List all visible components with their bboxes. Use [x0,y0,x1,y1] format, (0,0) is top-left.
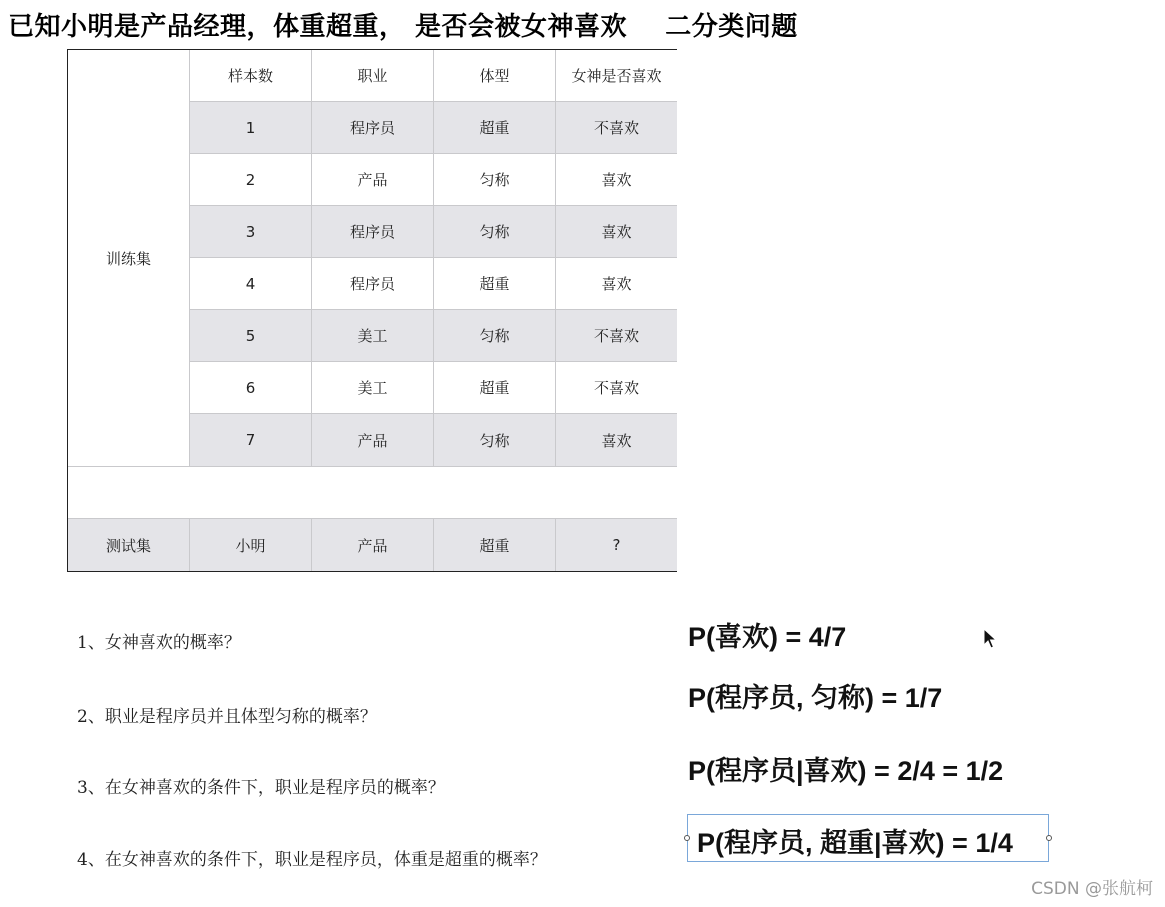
table-row-1-job: 程序员 [312,102,434,154]
watermark: CSDN @张航柯 [1031,879,1153,899]
table-row-6-liked: 不喜欢 [556,362,677,414]
table-row-1-liked: 不喜欢 [556,102,677,154]
table-row-5-liked: 不喜欢 [556,310,677,362]
answer-1: P(喜欢) = 4/7 [688,622,847,652]
table-row-2-liked: 喜欢 [556,154,677,206]
table-row-4-job: 程序员 [312,258,434,310]
table-row-7-sample: 7 [190,414,312,467]
test-set-label: 测试集 [68,519,190,571]
train-set-label: 训练集 [68,50,190,467]
resize-handle-right[interactable] [1046,835,1052,841]
table-row-3-sample: 3 [190,206,312,258]
data-table [67,49,677,572]
header-liked: 女神是否喜欢 [556,50,677,102]
table-row-5-job: 美工 [312,310,434,362]
table-row-3-body: 匀称 [434,206,556,258]
mouse-cursor-icon [983,628,997,654]
table-row-6-body: 超重 [434,362,556,414]
table-row-5-sample: 5 [190,310,312,362]
table-row-2-job: 产品 [312,154,434,206]
table-row-2-sample: 2 [190,154,312,206]
answer-3: P(程序员|喜欢) = 2/4 = 1/2 [688,756,1004,786]
table-row-3-liked: 喜欢 [556,206,677,258]
header-body: 体型 [434,50,556,102]
answer-4[interactable]: P(程序员, 超重|喜欢) = 1/4 [697,828,1013,858]
page-title: 已知小明是产品经理，体重超重， 是否会被女神喜欢 二分类问题 [8,12,798,42]
answer-2: P(程序员, 匀称) = 1/7 [688,683,943,713]
table-row-5-body: 匀称 [434,310,556,362]
question-1: 1、女神喜欢的概率？ [77,633,241,653]
table-row-7-body: 匀称 [434,414,556,467]
header-sample: 样本数 [190,50,312,102]
resize-handle-left[interactable] [684,835,690,841]
table-row-3-job: 程序员 [312,206,434,258]
table-row-4-sample: 4 [190,258,312,310]
table-row-6-job: 美工 [312,362,434,414]
question-4: 4、在女神喜欢的条件下，职业是程序员，体重是超重的概率？ [77,850,547,870]
table-row-2-body: 匀称 [434,154,556,206]
table-row-1-sample: 1 [190,102,312,154]
table-row-7-liked: 喜欢 [556,414,677,467]
test-row-body: 超重 [434,519,556,571]
test-row-job: 产品 [312,519,434,571]
table-row-6-sample: 6 [190,362,312,414]
table-row-4-body: 超重 [434,258,556,310]
test-row-liked: ? [556,519,677,571]
header-job: 职业 [312,50,434,102]
test-row-sample: 小明 [190,519,312,571]
question-2: 2、职业是程序员并且体型匀称的概率？ [77,707,377,727]
table-row-7-job: 产品 [312,414,434,467]
blank-row [68,467,677,519]
table-row-4-liked: 喜欢 [556,258,677,310]
question-3: 3、在女神喜欢的条件下，职业是程序员的概率？ [77,778,445,798]
table-row-1-body: 超重 [434,102,556,154]
